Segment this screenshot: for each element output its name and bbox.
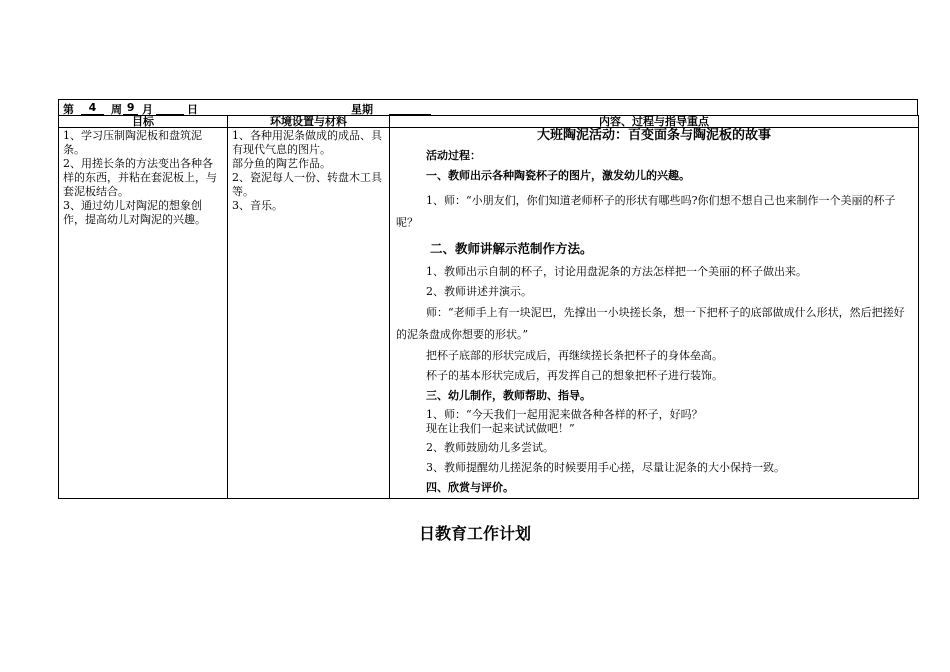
goal-item: 1、学习压制陶泥板和盘筑泥条。 — [63, 129, 202, 156]
content-header: 内容、过程与指导重点 — [390, 116, 919, 128]
section-3-para: 2、教师鼓励幼儿多尝试。 — [426, 441, 554, 454]
goals-cell — [59, 128, 228, 499]
section-2-para: 2、教师讲述并演示。 — [426, 285, 532, 298]
material-item: 3、音乐。 — [232, 199, 283, 212]
section-2-para: 杯子的基本形状完成后，再发挥自己的想象把杯子进行装饰。 — [426, 369, 723, 382]
section-1-heading: 一、教师出示各种陶瓷杯子的图片，激发幼儿的兴趣。 — [426, 169, 690, 182]
month-number: 9 — [123, 101, 138, 115]
section-4-heading: 四、欣赏与评价。 — [426, 481, 514, 494]
date-header-row — [58, 99, 918, 116]
material-item: 2、瓷泥每人一份、转盘木工具等。 — [232, 171, 382, 198]
goal-item: 3、通过幼儿对陶泥的想象创作，提高幼儿对陶泥的兴趣。 — [63, 199, 206, 226]
page-title: 日教育工作计划 — [418, 524, 531, 543]
materials-header: 环境设置与材料 — [228, 116, 390, 128]
goal-item: 2、用搓长条的方法变出各种各样的东西，并粘在套泥板上，与套泥板结合。 — [63, 157, 217, 198]
week-prefix: 第 — [63, 103, 74, 116]
materials-cell — [228, 128, 390, 499]
week-number: 4 — [81, 101, 104, 115]
material-item: 部分鱼的陶艺作品。 — [232, 157, 331, 170]
section-3-para: 3、教师提醒幼儿搓泥条的时候要用手心搓，尽量让泥条的大小保持一致。 — [426, 461, 785, 474]
content-cell — [390, 128, 919, 499]
section-2-heading: 二、教师讲解示范制作方法。 — [430, 241, 593, 256]
process-label: 活动过程： — [426, 149, 481, 162]
section-2-para: 把杯子底部的形状完成后，再继续搓长条把杯子的身体垒高。 — [426, 349, 723, 362]
week-label: 周 — [111, 103, 122, 116]
section-3-para: 1、师：“今天我们一起用泥来做各种各样的杯子，好吗？ — [426, 408, 703, 421]
section-2-para: 师：“老师手上有一块泥巴，先撑出一小块搓长条，想一下把杯子的底部做成什么形状，然后把搓好的泥条盘成你想要的形状。” — [396, 306, 905, 341]
activity-title: 大班陶泥活动：百变面条与陶泥板的故事 — [536, 128, 771, 143]
plan-table — [58, 115, 919, 499]
month-label: 月 — [142, 103, 153, 116]
section-3-para: 现在让我们一起来试试做吧！” — [426, 422, 575, 435]
section-3-heading: 三、幼儿制作，教师帮助、指导。 — [426, 389, 591, 402]
section-2-para: 1、教师出示自制的杯子，讨论用盘泥条的方法怎样把一个美丽的杯子做出来。 — [426, 265, 807, 278]
plan-sheet — [58, 99, 918, 498]
weekday-label: 星期 — [351, 103, 373, 116]
section-1-para: 1、师：“小朋友们，你们知道老师杯子的形状有哪些吗?你们想不想自己也来制作一个美丽的杯子呢？ — [396, 194, 896, 229]
day-label: 日 — [187, 103, 198, 116]
material-item: 1、各种用泥条做成的成品、具有现代气息的图片。 — [232, 129, 382, 156]
goals-header: 目标 — [59, 116, 228, 128]
